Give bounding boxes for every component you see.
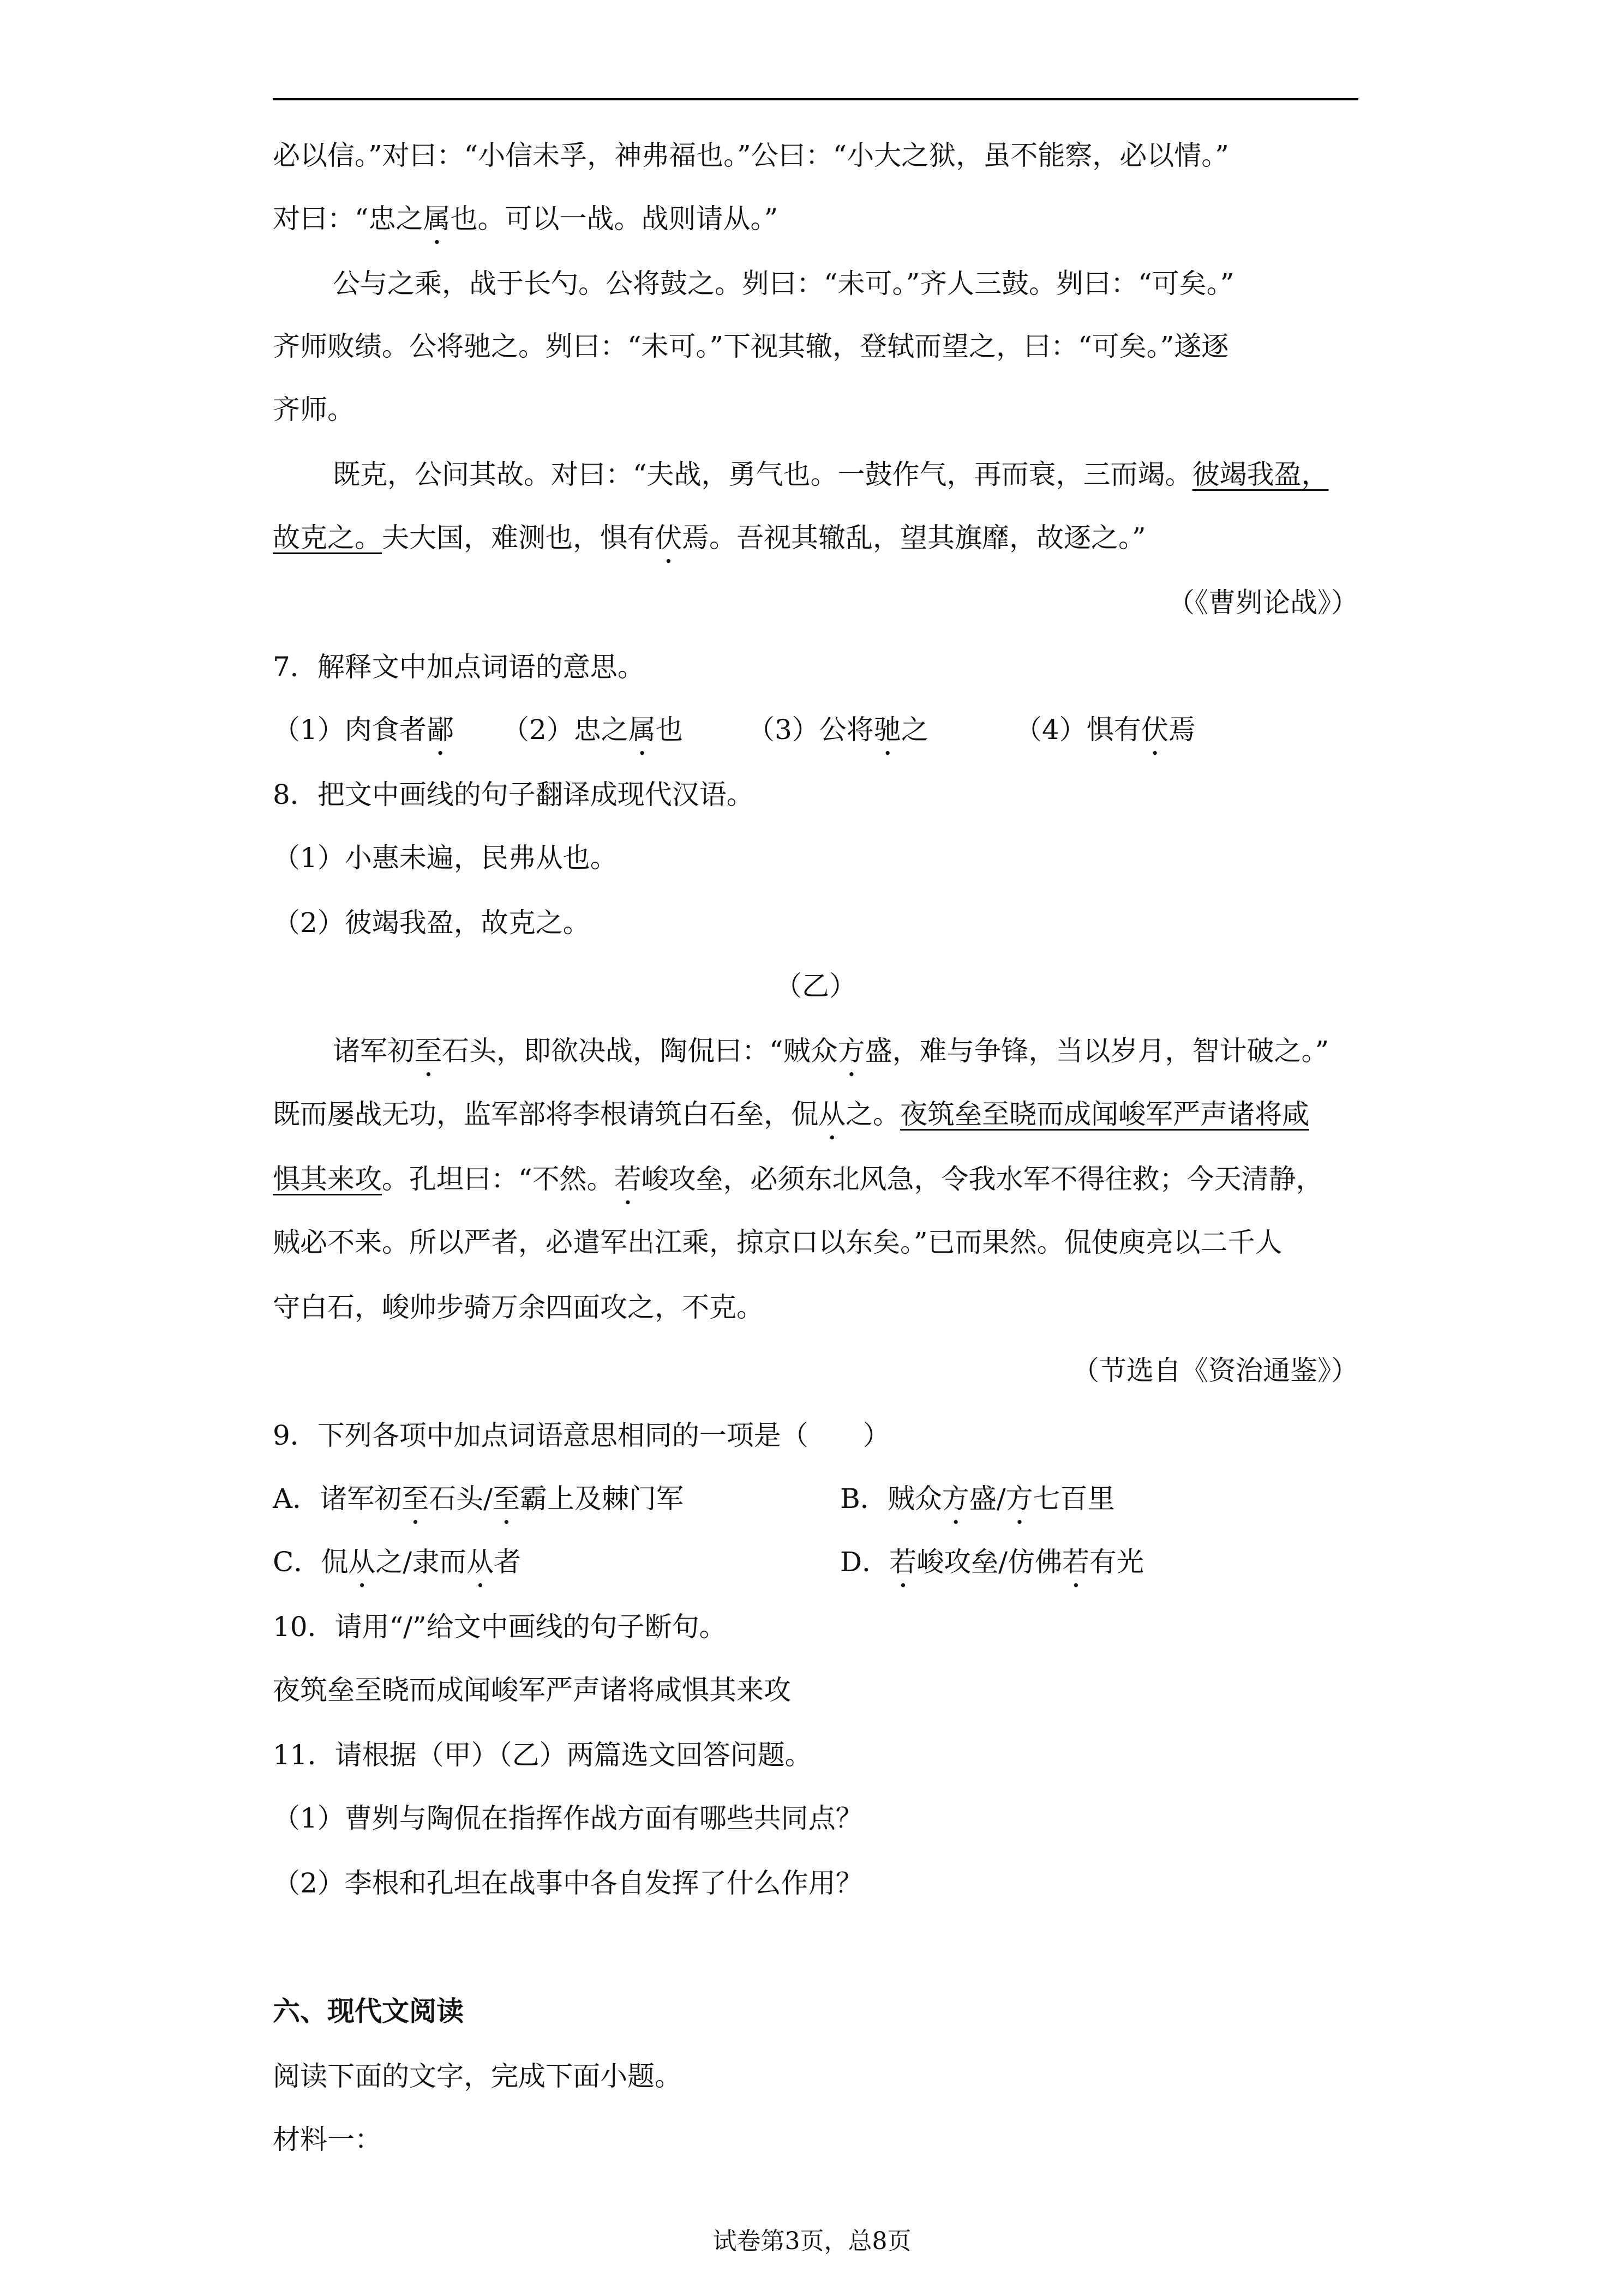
text-segment: 霸上及棘门军 (519, 1483, 684, 1514)
header-rule (273, 98, 1358, 100)
emphasized-word: 伏 (1141, 714, 1168, 746)
emphasized-word: 驰 (873, 714, 901, 746)
q7-item (747, 711, 928, 761)
passage-jia-line (273, 327, 1358, 365)
text-segment: A．诸军初 (273, 1483, 402, 1514)
text-segment: 焉。吾视其辙乱，望其旗靡，故逐之。” (682, 522, 1146, 554)
underlined-text: 彼竭我盈， (1192, 459, 1329, 490)
text-segment: 也。可以一战。战则请从。” (450, 203, 778, 235)
passage-jia-line (273, 519, 1358, 569)
passage-yi-line (273, 1095, 1358, 1146)
emphasized-word: 从 (818, 1098, 846, 1130)
emphasized-word: 若 (889, 1546, 917, 1578)
emphasized-word: 至 (415, 1035, 442, 1067)
q8-item: （2）彼竭我盈，故克之。 (273, 907, 590, 939)
q7-item (273, 711, 454, 761)
emphasized-word: 至 (492, 1483, 520, 1514)
text-segment: 齐师。 (273, 394, 355, 425)
q11-item: （2）李根和孔坦在战事中各自发挥了什么作用？ (273, 1867, 863, 1899)
passage-jia-line (333, 455, 1358, 494)
passage-yi-line (273, 1288, 1358, 1326)
text-segment: 七百里 (1033, 1483, 1115, 1514)
q9-option-d (840, 1543, 1144, 1594)
text-segment: 夫大国，难测也，惧有 (382, 522, 655, 554)
text-segment: B．贼众 (840, 1483, 942, 1514)
text-segment: 峻攻垒/仿佛 (916, 1546, 1062, 1578)
passage-jia-line (273, 390, 1358, 429)
text-segment: 之 (901, 714, 928, 746)
passage-jia-line (333, 265, 1358, 303)
q7-item (1015, 711, 1196, 761)
emphasized-word: 方 (1005, 1483, 1033, 1514)
passage-jia-line (273, 200, 1358, 250)
text-segment: 之。 (846, 1098, 900, 1130)
emphasized-word: 从 (348, 1546, 376, 1578)
text-segment: C．侃 (273, 1546, 349, 1578)
question-8-stem: 8．把文中画线的句子翻译成现代汉语。 (273, 779, 754, 810)
material-label: 材料一： (273, 2124, 382, 2155)
text-segment: 齐师败绩。公将驰之。刿曰：“未可。”下视其辙，登轼而望之，曰：“可矣。”遂逐 (273, 330, 1229, 362)
text-segment: 贼必不来。所以严者，必遣军出江乘，掠京口以东矣。”已而果然。侃使庾亮以二千人 (273, 1227, 1283, 1258)
text-segment: （4）惧有 (1015, 714, 1141, 746)
emphasized-word: 属 (423, 203, 451, 235)
passage-yi-line (333, 1032, 1358, 1083)
text-segment: 守白石，峻帅步骑万余四面攻之，不克。 (273, 1291, 764, 1323)
text-segment: 必以信。”对曰：“小信未孚，神弗福也。”公曰：“小大之狱，虽不能察，必以情。” (273, 140, 1229, 171)
q9-option-b (840, 1480, 1115, 1530)
text-segment: 石头，即欲决战，陶侃曰：“贼众 (442, 1035, 838, 1067)
emphasized-word: 方 (942, 1483, 969, 1514)
underlined-text: 夜筑垒至晓而成闻峻军严声诸将咸 (900, 1098, 1309, 1130)
emphasized-word: 伏 (655, 522, 682, 554)
q9-option-c (273, 1543, 521, 1594)
emphasized-word: 属 (628, 714, 656, 746)
question-9-stem: 9．下列各项中加点词语意思相同的一项是（ ） (273, 1420, 890, 1451)
emphasized-word: 方 (837, 1035, 865, 1067)
q11-item: （1）曹刿与陶侃在指挥作战方面有哪些共同点？ (273, 1802, 863, 1834)
underlined-text: 故克之。 (273, 522, 382, 554)
passage-yi-heading: （乙） (775, 970, 856, 1002)
text-segment: （3）公将 (747, 714, 874, 746)
passage-yi-line (273, 1223, 1358, 1261)
text-segment: 诸军初 (333, 1035, 415, 1067)
text-segment: 峻攻垒，必须东北风急，令我水军不得往救；今天清静， (641, 1163, 1323, 1195)
text-segment: （1）肉食者 (273, 714, 427, 746)
text-segment: 焉 (1168, 714, 1196, 746)
question-7-stem: 7．解释文中加点词语的意思。 (273, 651, 645, 683)
passage-yi-line (273, 1160, 1358, 1211)
text-segment: 之/隶而 (375, 1546, 467, 1578)
section-title: 六、现代文阅读 (273, 1995, 464, 2027)
text-segment: 者 (494, 1546, 522, 1578)
q7-item (502, 711, 683, 761)
q8-item: （1）小惠未遍，民弗从也。 (273, 842, 618, 874)
page-footer: 试卷第3页，总8页 (712, 2227, 912, 2255)
passage-jia-line (273, 136, 1358, 175)
text-segment: 盛，难与争锋，当以岁月，智计破之。” (865, 1035, 1329, 1067)
text-segment: 既克，公问其故。对曰：“夫战，勇气也。一鼓作气，再而衰，三而竭。 (333, 459, 1192, 490)
emphasized-word: 若 (614, 1163, 642, 1195)
text-segment: 对曰：“忠之 (273, 203, 423, 235)
emphasized-word: 至 (401, 1483, 429, 1514)
text-segment: 有光 (1089, 1546, 1144, 1578)
text-segment: 。孔坦曰：“不然。 (382, 1163, 614, 1195)
text-segment: （2）忠之 (502, 714, 628, 746)
source-citation: （节选自《资治通鉴》） (1072, 1355, 1358, 1386)
text-segment: 既而屡战无功，监军部将李根请筑白石垒，侃 (273, 1098, 818, 1130)
text-segment: 盛/ (969, 1483, 1006, 1514)
text-segment: 石头/ (429, 1483, 493, 1514)
emphasized-word: 若 (1062, 1546, 1089, 1578)
emphasized-word: 鄙 (426, 714, 454, 746)
text-segment: 也 (655, 714, 683, 746)
question-11-stem: 11．请根据（甲）（乙）两篇选文回答问题。 (273, 1739, 812, 1771)
question-10-stem: 10．请用“/”给文中画线的句子断句。 (273, 1611, 727, 1643)
q9-option-a (273, 1480, 684, 1530)
text-segment: 公与之乘，战于长勺。公将鼓之。刿曰：“未可。”齐人三鼓。刿曰：“可矣。” (333, 268, 1235, 299)
section-instruction: 阅读下面的文字，完成下面小题。 (273, 2060, 682, 2092)
text-segment: D． (840, 1546, 890, 1578)
source-citation: （《曹刿论战》） (1167, 587, 1358, 618)
q10-sentence: 夜筑垒至晓而成闻峻军严声诸将咸惧其来攻 (273, 1674, 791, 1706)
emphasized-word: 从 (466, 1546, 494, 1578)
underlined-text: 惧其来攻 (273, 1163, 382, 1195)
